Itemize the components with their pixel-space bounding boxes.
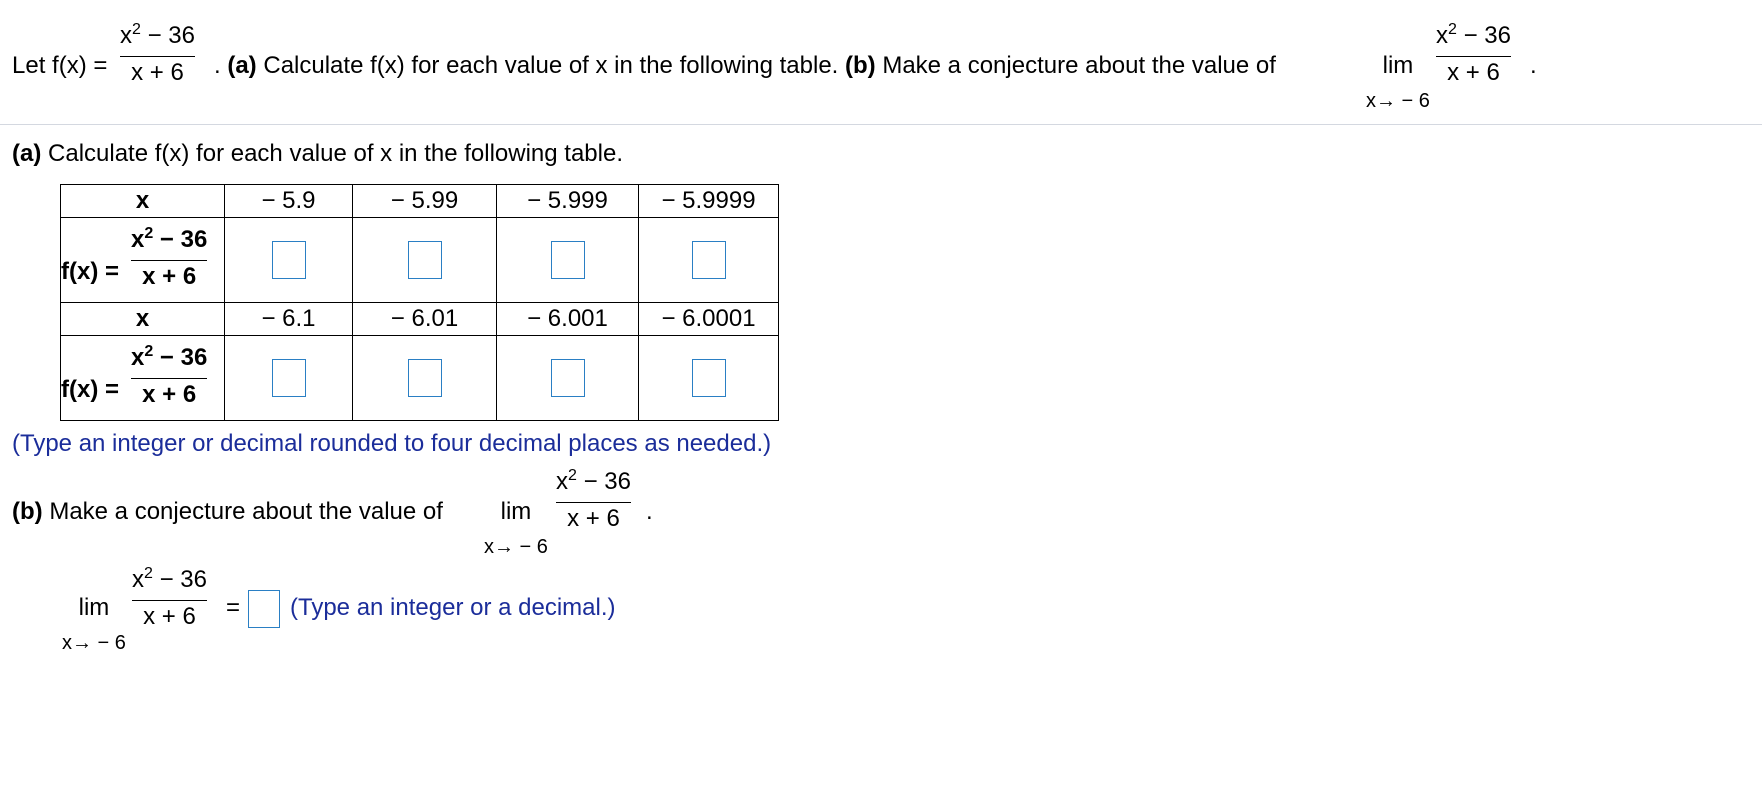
lim-subscript: x→ − 6 [62,632,126,654]
x-value: − 6.001 [497,303,639,336]
x-value: − 5.9 [225,185,353,218]
numerator-exponent: 2 [144,225,154,242]
lim-word: lim [1382,52,1414,79]
question-period: . [1530,52,1537,79]
table-row-x1 [61,185,779,218]
limit-answer-input[interactable] [248,590,280,628]
answer-cell [639,218,779,303]
answer-fraction [132,566,207,631]
numerator-exponent: 2 [144,565,153,582]
answer-input[interactable] [272,241,306,279]
numerator-exponent: 2 [144,343,154,360]
x-value: − 6.1 [225,303,353,336]
answer-input[interactable] [272,359,306,397]
part-b-text: Make a conjecture about the value of [49,498,443,525]
question-part-a: . (a) Calculate f(x) for each value of x in the following table. (b) Make a conjecture about the value of [214,52,1276,79]
lim-subscript: x→ − 6 [1366,90,1430,112]
fraction-bar [120,56,195,57]
answer-cell [639,336,779,421]
x-value: − 5.99 [353,185,497,218]
answer-cell [225,336,353,421]
table-row-f1 [61,218,779,303]
numerator-base: x [132,566,144,593]
x-value: − 6.01 [353,303,497,336]
question-limit-fraction [1436,22,1511,87]
part-b-label: (b) [12,498,43,525]
answer-input[interactable] [692,241,726,279]
answer-input[interactable] [551,359,585,397]
numerator-base: x [131,226,145,253]
f-label: f(x) = [61,376,120,403]
f-header [61,218,225,303]
numerator-exponent: 2 [1448,21,1457,38]
numerator-rest: − 36 [576,468,631,495]
question-part-a-text: Calculate f(x) for each value of x in the following table. [263,52,839,79]
numerator-base: x [556,468,568,495]
values-table [60,184,779,421]
denominator: x + 6 [142,263,197,290]
part-b-hint: (Type an integer or a decimal.) [290,594,616,621]
question-part-b-label: (b) [845,52,876,79]
numerator-rest: − 36 [152,566,207,593]
part-b-limit [484,498,548,559]
question-intro: Let f(x) = [12,52,108,79]
fraction-bar [556,502,631,503]
numerator-exponent: 2 [132,21,141,38]
part-a-hint: (Type an integer or decimal rounded to four decimal places as needed.) [12,430,772,457]
answer-cell [353,218,497,303]
f-label: f(x) = [61,258,120,285]
table-row-f2 [61,336,779,421]
answer-cell [497,218,639,303]
f-header [61,336,225,421]
answer-cell [353,336,497,421]
divider [0,124,1762,125]
answer-limit [62,594,126,655]
lim-word: lim [78,594,110,621]
numerator-base: x [1436,22,1448,49]
answer-cell [497,336,639,421]
part-b-fraction [556,468,631,533]
fraction-bar [132,600,207,601]
part-a-text: Calculate f(x) for each value of x in the following table. [48,140,623,167]
denominator: x + 6 [1447,59,1500,86]
denominator: x + 6 [143,603,196,630]
denominator: x + 6 [142,381,197,408]
fraction-bar [131,378,207,379]
equals-sign: = [226,594,241,621]
numerator-exponent: 2 [568,467,577,484]
f-fraction [131,226,207,291]
numerator-rest: − 36 [140,22,195,49]
x-value: − 5.9999 [639,185,779,218]
answer-input[interactable] [692,359,726,397]
fraction-bar [131,260,207,261]
answer-input[interactable] [408,359,442,397]
answer-input[interactable] [408,241,442,279]
numerator-base: x [120,22,132,49]
numerator-base: x [131,344,145,371]
question-part-a-label: (a) [227,52,257,79]
numerator-rest: − 36 [1456,22,1511,49]
x-header: x [61,185,225,218]
question-fraction [120,22,195,87]
denominator: x + 6 [131,59,184,86]
table-row-x2 [61,303,779,336]
x-value: − 6.0001 [639,303,779,336]
denominator: x + 6 [567,505,620,532]
lim-subscript: x→ − 6 [484,536,548,558]
fraction-bar [1436,56,1511,57]
lim-word: lim [500,498,532,525]
part-b-period: . [646,498,653,525]
question-part-b-text: Make a conjecture about the value of [882,52,1276,79]
numerator-rest: − 36 [153,226,208,253]
numerator-rest: − 36 [153,344,208,371]
answer-cell [225,218,353,303]
part-b-heading [12,498,443,526]
f-fraction [131,344,207,409]
x-value: − 5.999 [497,185,639,218]
part-a-label: (a) [12,140,42,167]
x-header: x [61,303,225,336]
answer-input[interactable] [551,241,585,279]
question-limit [1366,52,1430,113]
part-a-heading [12,140,623,168]
